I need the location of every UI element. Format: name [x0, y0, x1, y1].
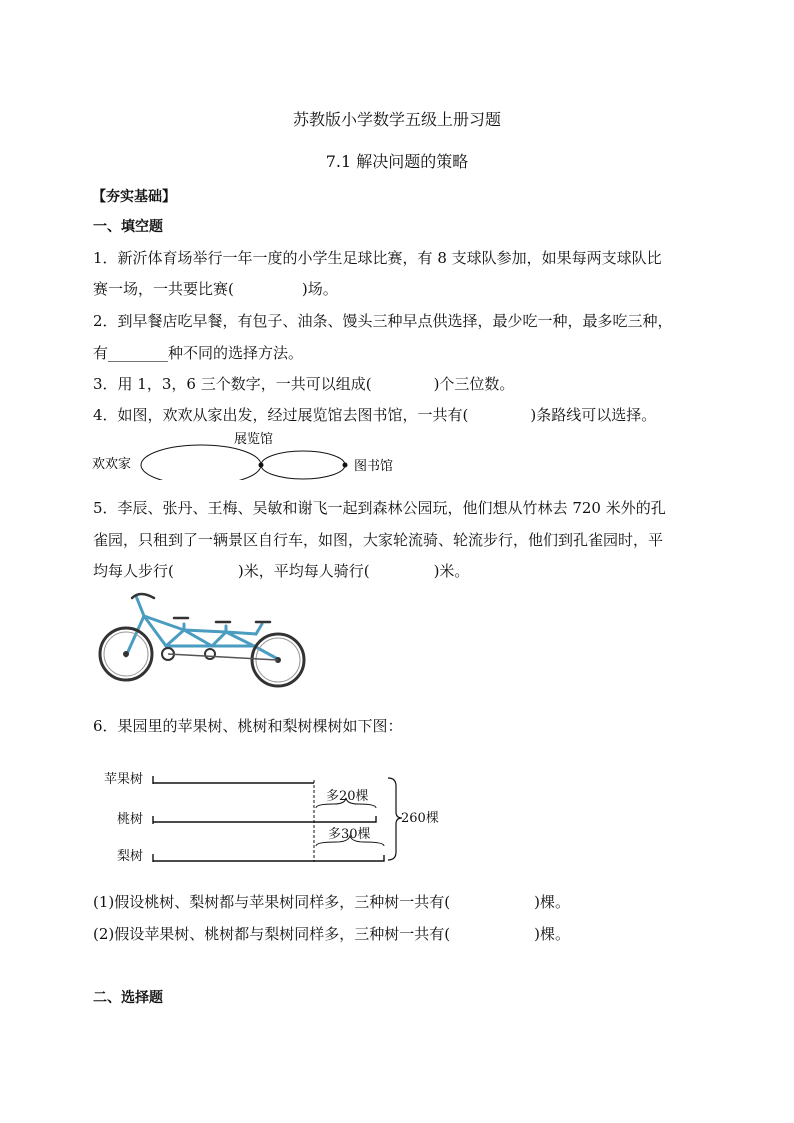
route-diagram: [90, 428, 410, 480]
bike-chain: [168, 654, 278, 660]
brace-total: [388, 778, 402, 860]
tandem-bike-image: [96, 588, 316, 700]
more-20-label: 多20棵: [326, 789, 369, 804]
q1-text-a: 赛一场，一共要比赛(: [93, 280, 234, 298]
bike-seats: [174, 618, 270, 622]
q5-line2: 雀园，只租到了一辆景区自行车，如图，大家轮流骑、轮流步行，他们到孔雀园时，平: [93, 531, 664, 549]
q2-answer-blank[interactable]: ________: [108, 344, 169, 362]
q1-text-b: )场。: [301, 280, 338, 298]
pear-tree-label: 梨树: [117, 849, 144, 864]
part2-heading: 二、选择题: [93, 990, 163, 1006]
q1-line1: 1．新沂体育场举行一年一度的小学生足球比赛，有 8 支球队参加，如果每两支球队比: [93, 249, 662, 267]
route-home-label: 欢欢家: [92, 457, 132, 472]
total-label: 260棵: [401, 811, 439, 826]
more-30-label: 多30棵: [328, 827, 371, 842]
library-node: [343, 463, 348, 468]
q2-text-b: 种不同的选择方法。: [168, 344, 304, 362]
q6-sub2-text-a: (2)假设苹果树、桃树都与梨树同样多，三种树一共有(: [93, 925, 451, 943]
peach-tree-label: 桃树: [117, 812, 144, 827]
route-loop-right: [261, 451, 345, 479]
page-subtitle: 7.1 解决问题的策略: [325, 152, 469, 171]
q6-sub2: [93, 924, 570, 944]
q3-text-a: 3．用 1，3，6 三个数字，一共可以组成(: [93, 375, 372, 393]
q2-text-a: 有: [93, 344, 109, 362]
apple-tree-label: 苹果树: [104, 772, 144, 787]
q6-sub1-text-a: (1)假设桃树、梨树都与苹果树同样多，三种树一共有(: [93, 893, 451, 911]
q6-line: 6．果园里的苹果树、桃树和梨树棵树如下图：: [93, 717, 403, 735]
peach-bar: [153, 816, 376, 824]
q6-sub1: [93, 892, 570, 912]
q5-line1: 5．李辰、张丹、王梅、吴敏和谢飞一起到森林公园玩，他们想从竹林去 720 米外的孔: [93, 499, 666, 517]
page-title: 苏教版小学数学五级上册习题: [292, 110, 501, 129]
q4-text-b: )条路线可以选择。: [530, 406, 657, 424]
apple-bar: [153, 776, 314, 784]
q1-line2: [93, 279, 338, 299]
q4-text-a: 4．如图，欢欢从家出发，经过展览馆去图书馆，一共有(: [93, 406, 469, 424]
pear-bar: [153, 854, 384, 862]
exhibit-node: [259, 463, 264, 468]
q2-line1: 2．到早餐店吃早餐，有包子、油条、馒头三种早点供选择，最少吃一种，最多吃三种，: [93, 312, 673, 330]
q6-sub2-text-b: )棵。: [534, 925, 570, 943]
tree-count-diagram: [100, 766, 460, 870]
part1-heading: 一、填空题: [93, 219, 163, 235]
q4-line: [93, 405, 656, 425]
route-loop-left: [141, 445, 261, 480]
q6-sub1-text-b: )棵。: [534, 893, 570, 911]
q3-text-b: )个三位数。: [433, 375, 515, 393]
q5-text-a: 均每人步行(: [93, 562, 174, 580]
q5-text-b: )米，平均每人骑行(: [237, 562, 370, 580]
q3-line: [93, 374, 514, 394]
q2-line2: [93, 343, 303, 363]
q5-line3: [93, 561, 469, 581]
section-label: 【夯实基础】: [92, 189, 176, 205]
route-library-label: 图书馆: [354, 459, 394, 474]
q5-text-c: )米。: [433, 562, 470, 580]
route-exhibit-label: 展览馆: [234, 432, 274, 447]
